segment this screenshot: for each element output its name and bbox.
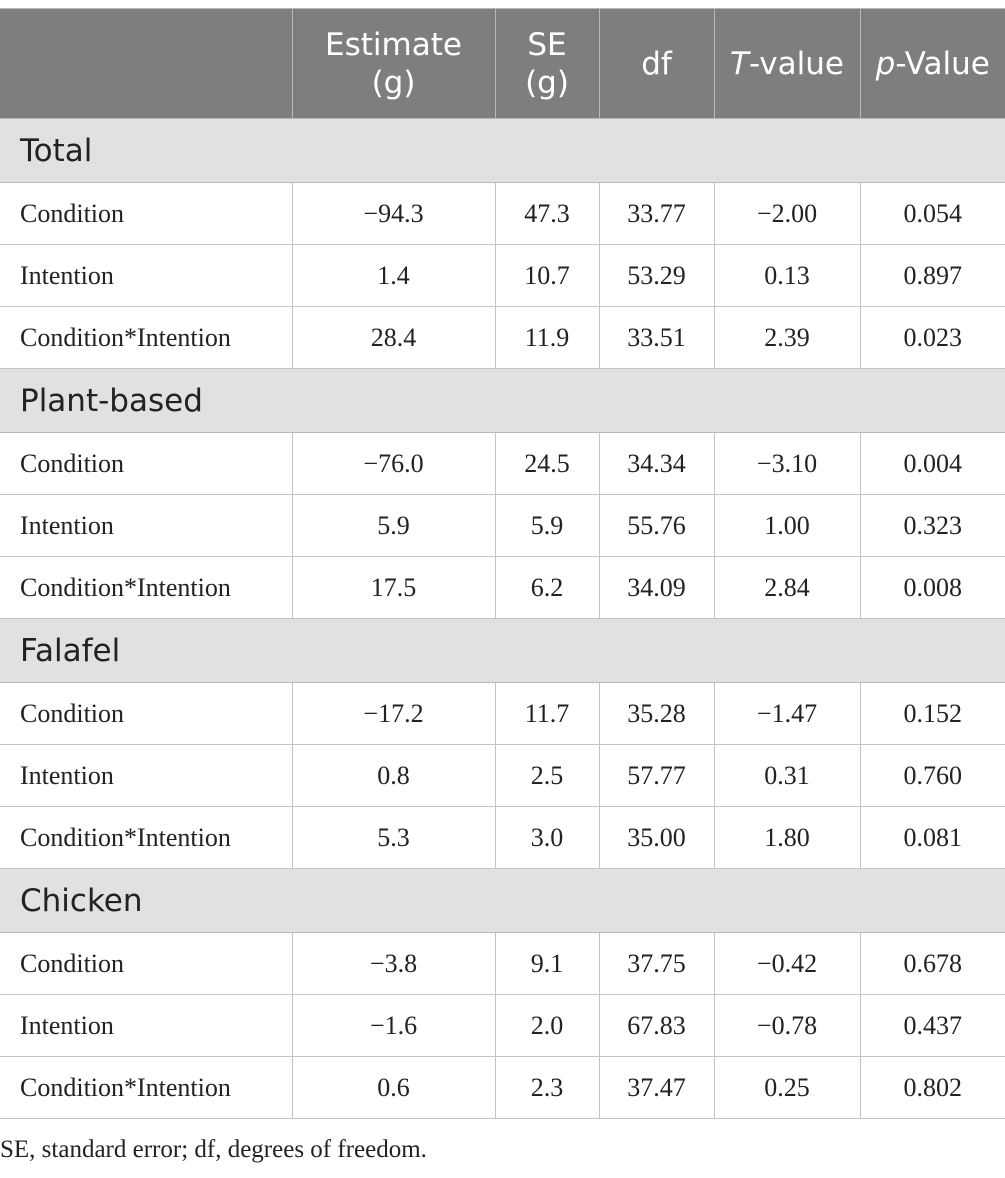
cell-p: 0.023	[860, 307, 1005, 369]
cell-estimate: 0.6	[292, 1057, 495, 1119]
cell-term: Condition*Intention	[0, 1057, 292, 1119]
cell-df: 35.00	[599, 807, 714, 869]
cell-estimate: −17.2	[292, 683, 495, 745]
cell-df: 33.77	[599, 183, 714, 245]
table-row	[0, 683, 1005, 745]
cell-df: 34.09	[599, 557, 714, 619]
table-row	[0, 433, 1005, 495]
cell-term: Condition*Intention	[0, 557, 292, 619]
cell-df: 37.47	[599, 1057, 714, 1119]
section-row	[0, 619, 1005, 683]
cell-se: 2.0	[495, 995, 599, 1057]
cell-term: Intention	[0, 745, 292, 807]
cell-estimate: 0.8	[292, 745, 495, 807]
section-label: Plant-based	[0, 369, 1005, 433]
cell-estimate: −1.6	[292, 995, 495, 1057]
header-term	[0, 9, 292, 119]
cell-df: 57.77	[599, 745, 714, 807]
cell-estimate: 17.5	[292, 557, 495, 619]
table-row	[0, 1057, 1005, 1119]
cell-term: Intention	[0, 245, 292, 307]
cell-p: 0.897	[860, 245, 1005, 307]
cell-p: 0.004	[860, 433, 1005, 495]
cell-term: Condition*Intention	[0, 307, 292, 369]
cell-t: 2.39	[714, 307, 860, 369]
cell-term: Condition*Intention	[0, 807, 292, 869]
header-t-italic: T	[730, 45, 749, 82]
cell-se: 11.9	[495, 307, 599, 369]
cell-t: 2.84	[714, 557, 860, 619]
cell-p: 0.437	[860, 995, 1005, 1057]
cell-t: −3.10	[714, 433, 860, 495]
table-row	[0, 745, 1005, 807]
cell-term: Condition	[0, 183, 292, 245]
header-se: SE (g)	[495, 9, 599, 119]
cell-df: 67.83	[599, 995, 714, 1057]
cell-se: 6.2	[495, 557, 599, 619]
cell-t: 0.31	[714, 745, 860, 807]
header-p-value	[860, 9, 1005, 119]
section-label: Chicken	[0, 869, 1005, 933]
cell-se: 2.5	[495, 745, 599, 807]
cell-df: 37.75	[599, 933, 714, 995]
table-row	[0, 183, 1005, 245]
cell-estimate: −94.3	[292, 183, 495, 245]
cell-estimate: −76.0	[292, 433, 495, 495]
cell-se: 10.7	[495, 245, 599, 307]
cell-term: Intention	[0, 995, 292, 1057]
table-row	[0, 933, 1005, 995]
section-label: Falafel	[0, 619, 1005, 683]
table-header	[0, 9, 1005, 119]
header-estimate: Estimate (g)	[292, 9, 495, 119]
cell-df: 34.34	[599, 433, 714, 495]
cell-p: 0.054	[860, 183, 1005, 245]
cell-p: 0.008	[860, 557, 1005, 619]
header-df: df	[599, 9, 714, 119]
cell-t: 1.00	[714, 495, 860, 557]
cell-p: 0.678	[860, 933, 1005, 995]
table-body	[0, 119, 1005, 1119]
cell-p: 0.802	[860, 1057, 1005, 1119]
cell-t: 1.80	[714, 807, 860, 869]
cell-term: Condition	[0, 433, 292, 495]
cell-se: 11.7	[495, 683, 599, 745]
cell-p: 0.760	[860, 745, 1005, 807]
table-row	[0, 245, 1005, 307]
section-label: Total	[0, 119, 1005, 183]
cell-t: −0.78	[714, 995, 860, 1057]
section-row	[0, 869, 1005, 933]
cell-estimate: 5.3	[292, 807, 495, 869]
cell-df: 35.28	[599, 683, 714, 745]
table-footnote: SE, standard error; df, degrees of freedom.	[0, 1136, 427, 1163]
cell-p: 0.323	[860, 495, 1005, 557]
cell-se: 2.3	[495, 1057, 599, 1119]
table-row	[0, 307, 1005, 369]
cell-se: 24.5	[495, 433, 599, 495]
cell-estimate: 5.9	[292, 495, 495, 557]
results-table	[0, 8, 1005, 1119]
header-t-value	[714, 9, 860, 119]
header-p-rest: -Value	[895, 45, 990, 82]
cell-se: 9.1	[495, 933, 599, 995]
header-t-rest: -value	[748, 45, 844, 82]
cell-t: 0.13	[714, 245, 860, 307]
cell-p: 0.081	[860, 807, 1005, 869]
cell-se: 47.3	[495, 183, 599, 245]
cell-t: −0.42	[714, 933, 860, 995]
table-row	[0, 807, 1005, 869]
cell-estimate: −3.8	[292, 933, 495, 995]
cell-term: Intention	[0, 495, 292, 557]
cell-t: 0.25	[714, 1057, 860, 1119]
cell-t: −1.47	[714, 683, 860, 745]
table-row	[0, 495, 1005, 557]
cell-se: 5.9	[495, 495, 599, 557]
cell-estimate: 1.4	[292, 245, 495, 307]
section-row	[0, 119, 1005, 183]
cell-df: 33.51	[599, 307, 714, 369]
cell-df: 55.76	[599, 495, 714, 557]
header-p-italic: p	[875, 45, 896, 82]
table-row	[0, 995, 1005, 1057]
cell-estimate: 28.4	[292, 307, 495, 369]
table-row	[0, 557, 1005, 619]
cell-df: 53.29	[599, 245, 714, 307]
cell-term: Condition	[0, 933, 292, 995]
cell-t: −2.00	[714, 183, 860, 245]
cell-p: 0.152	[860, 683, 1005, 745]
cell-se: 3.0	[495, 807, 599, 869]
section-row	[0, 369, 1005, 433]
cell-term: Condition	[0, 683, 292, 745]
